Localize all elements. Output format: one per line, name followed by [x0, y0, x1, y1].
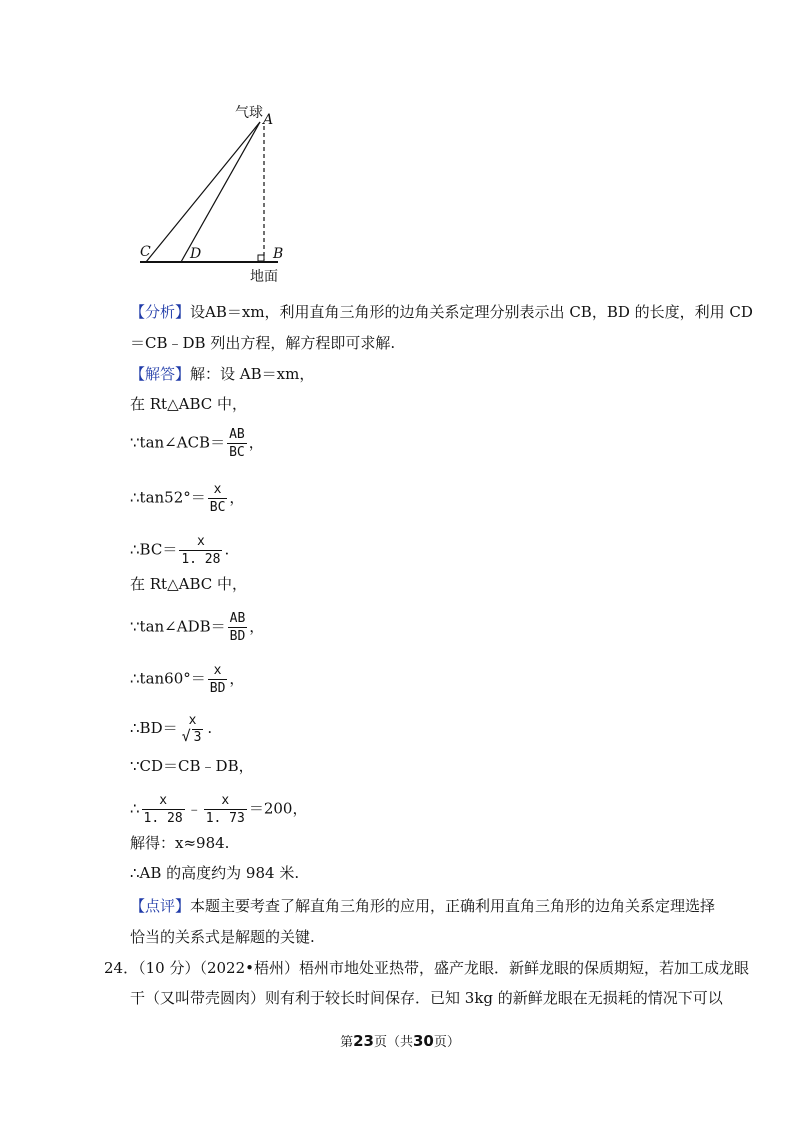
eq8-minus: ﹣ — [186, 799, 202, 818]
footer-total-pages: 30 — [413, 1032, 434, 1050]
eq8-suffix: ＝200， — [248, 799, 308, 818]
solve-line: 解得：x≈984. — [130, 834, 230, 852]
sqrt-radicand: 3 — [193, 730, 202, 745]
eq6-prefix: ∴BD＝ — [130, 719, 178, 737]
answer-tag: 【解答】 — [130, 365, 191, 383]
balloon-label: 气球 — [235, 105, 263, 121]
equation-8 — [130, 794, 307, 825]
eq8-den2: 1. 73 — [205, 811, 245, 826]
eq5-den: BD — [209, 681, 226, 696]
triangle-figure — [130, 98, 300, 288]
eq5-num: x — [213, 663, 222, 678]
eq1-den: BC — [229, 445, 245, 460]
sqrt-sign: √ — [181, 727, 191, 745]
footer-page-number: 23 — [353, 1032, 374, 1050]
footer-prefix: 第 — [340, 1035, 354, 1050]
answer-rt2: 在 Rt△ABC 中， — [130, 575, 248, 593]
question24-line-1: 24．（10 分）（2022•梧州）梧州市地处亚热带，盛产龙眼．新鲜龙眼的保质期短，若加工成龙眼 — [104, 959, 749, 977]
conclusion-line: ∴AB 的高度约为 984 米. — [130, 864, 300, 882]
answer-rt1: 在 Rt△ABC 中， — [130, 395, 248, 413]
answer-line-intro — [130, 364, 314, 384]
point-d-label: D — [190, 246, 202, 262]
equation-4 — [130, 612, 264, 643]
analysis-line-1 — [130, 302, 753, 322]
equation-2 — [130, 483, 244, 514]
analysis-text-1: 设AB＝xm，利用直角三角形的边角关系定理分别表示出 CB，BD 的长度，利用 CD — [190, 303, 753, 321]
eq8-num2: x — [221, 793, 230, 808]
eq2-suffix: ， — [229, 488, 245, 507]
comment-tag: 【点评】 — [130, 897, 191, 915]
point-c-label: C — [140, 244, 151, 260]
answer-intro: 解：设 AB＝xm， — [190, 365, 315, 383]
equation-1 — [130, 428, 264, 459]
eq3-num: x — [196, 534, 205, 549]
line-da — [181, 122, 260, 262]
analysis-line-2: ＝CB﹣DB 列出方程，解方程即可求解. — [130, 334, 396, 352]
comment-text-1: 本题主要考查了解直角三角形的应用，正确利用直角三角形的边角关系定理选择 — [190, 897, 716, 915]
eq8-fraction-2 — [204, 794, 247, 825]
question24-line-2: 干（又叫带壳圆肉）则有利于较长时间保存．已知 3kg 的新鲜龙眼在无损耗的情况下可以 — [130, 989, 723, 1007]
eq8-prefix: ∴ — [130, 799, 140, 818]
eq6-suffix: . — [207, 719, 213, 737]
comment-line-2: 恰当的关系式是解题的关键. — [130, 928, 315, 946]
ground-label: 地面 — [250, 269, 278, 285]
eq4-suffix: ， — [249, 617, 265, 636]
eq1-fraction — [227, 428, 247, 459]
eq3-suffix: . — [224, 540, 230, 559]
eq4-fraction — [228, 612, 248, 643]
eq4-num: AB — [229, 611, 246, 626]
sqrt-symbol — [181, 727, 204, 745]
eq8-num1: x — [159, 793, 168, 808]
eq4-den: BD — [229, 629, 246, 644]
point-b-label: B — [273, 246, 284, 262]
eq6-den — [180, 729, 206, 744]
eq3-prefix: ∴BC＝ — [130, 540, 178, 559]
eq3-den: 1. 28 — [181, 552, 221, 567]
equation-7: ∵CD＝CB﹣DB， — [130, 757, 254, 775]
analysis-tag: 【分析】 — [130, 303, 191, 321]
eq5-suffix: ， — [229, 669, 245, 688]
equation-3 — [130, 535, 229, 566]
right-angle-mark — [258, 255, 264, 261]
eq2-num: x — [213, 482, 222, 497]
eq5-prefix: ∴tan60°＝ — [130, 669, 206, 688]
eq2-den: BC — [209, 500, 226, 515]
eq6-num: x — [188, 713, 197, 728]
eq8-fraction-1 — [142, 794, 185, 825]
footer-mid: 页（共 — [373, 1035, 413, 1050]
eq2-fraction — [208, 483, 228, 514]
eq1-suffix: ， — [248, 433, 264, 452]
equation-6 — [130, 714, 212, 744]
eq8-den1: 1. 28 — [143, 811, 183, 826]
footer-suffix: 页） — [433, 1035, 460, 1050]
point-a-label: A — [263, 112, 274, 128]
comment-line-1 — [130, 896, 715, 916]
eq2-prefix: ∴tan52°＝ — [130, 488, 206, 507]
eq6-fraction — [180, 714, 206, 744]
eq3-fraction — [179, 535, 222, 566]
eq1-num: AB — [229, 427, 245, 442]
equation-5 — [130, 664, 244, 695]
eq4-prefix: ∵tan∠ADB＝ — [130, 617, 226, 636]
page-footer — [0, 1031, 800, 1050]
eq5-fraction — [208, 664, 228, 695]
line-ca — [146, 122, 260, 262]
eq1-prefix: ∵tan∠ACB＝ — [130, 433, 226, 452]
